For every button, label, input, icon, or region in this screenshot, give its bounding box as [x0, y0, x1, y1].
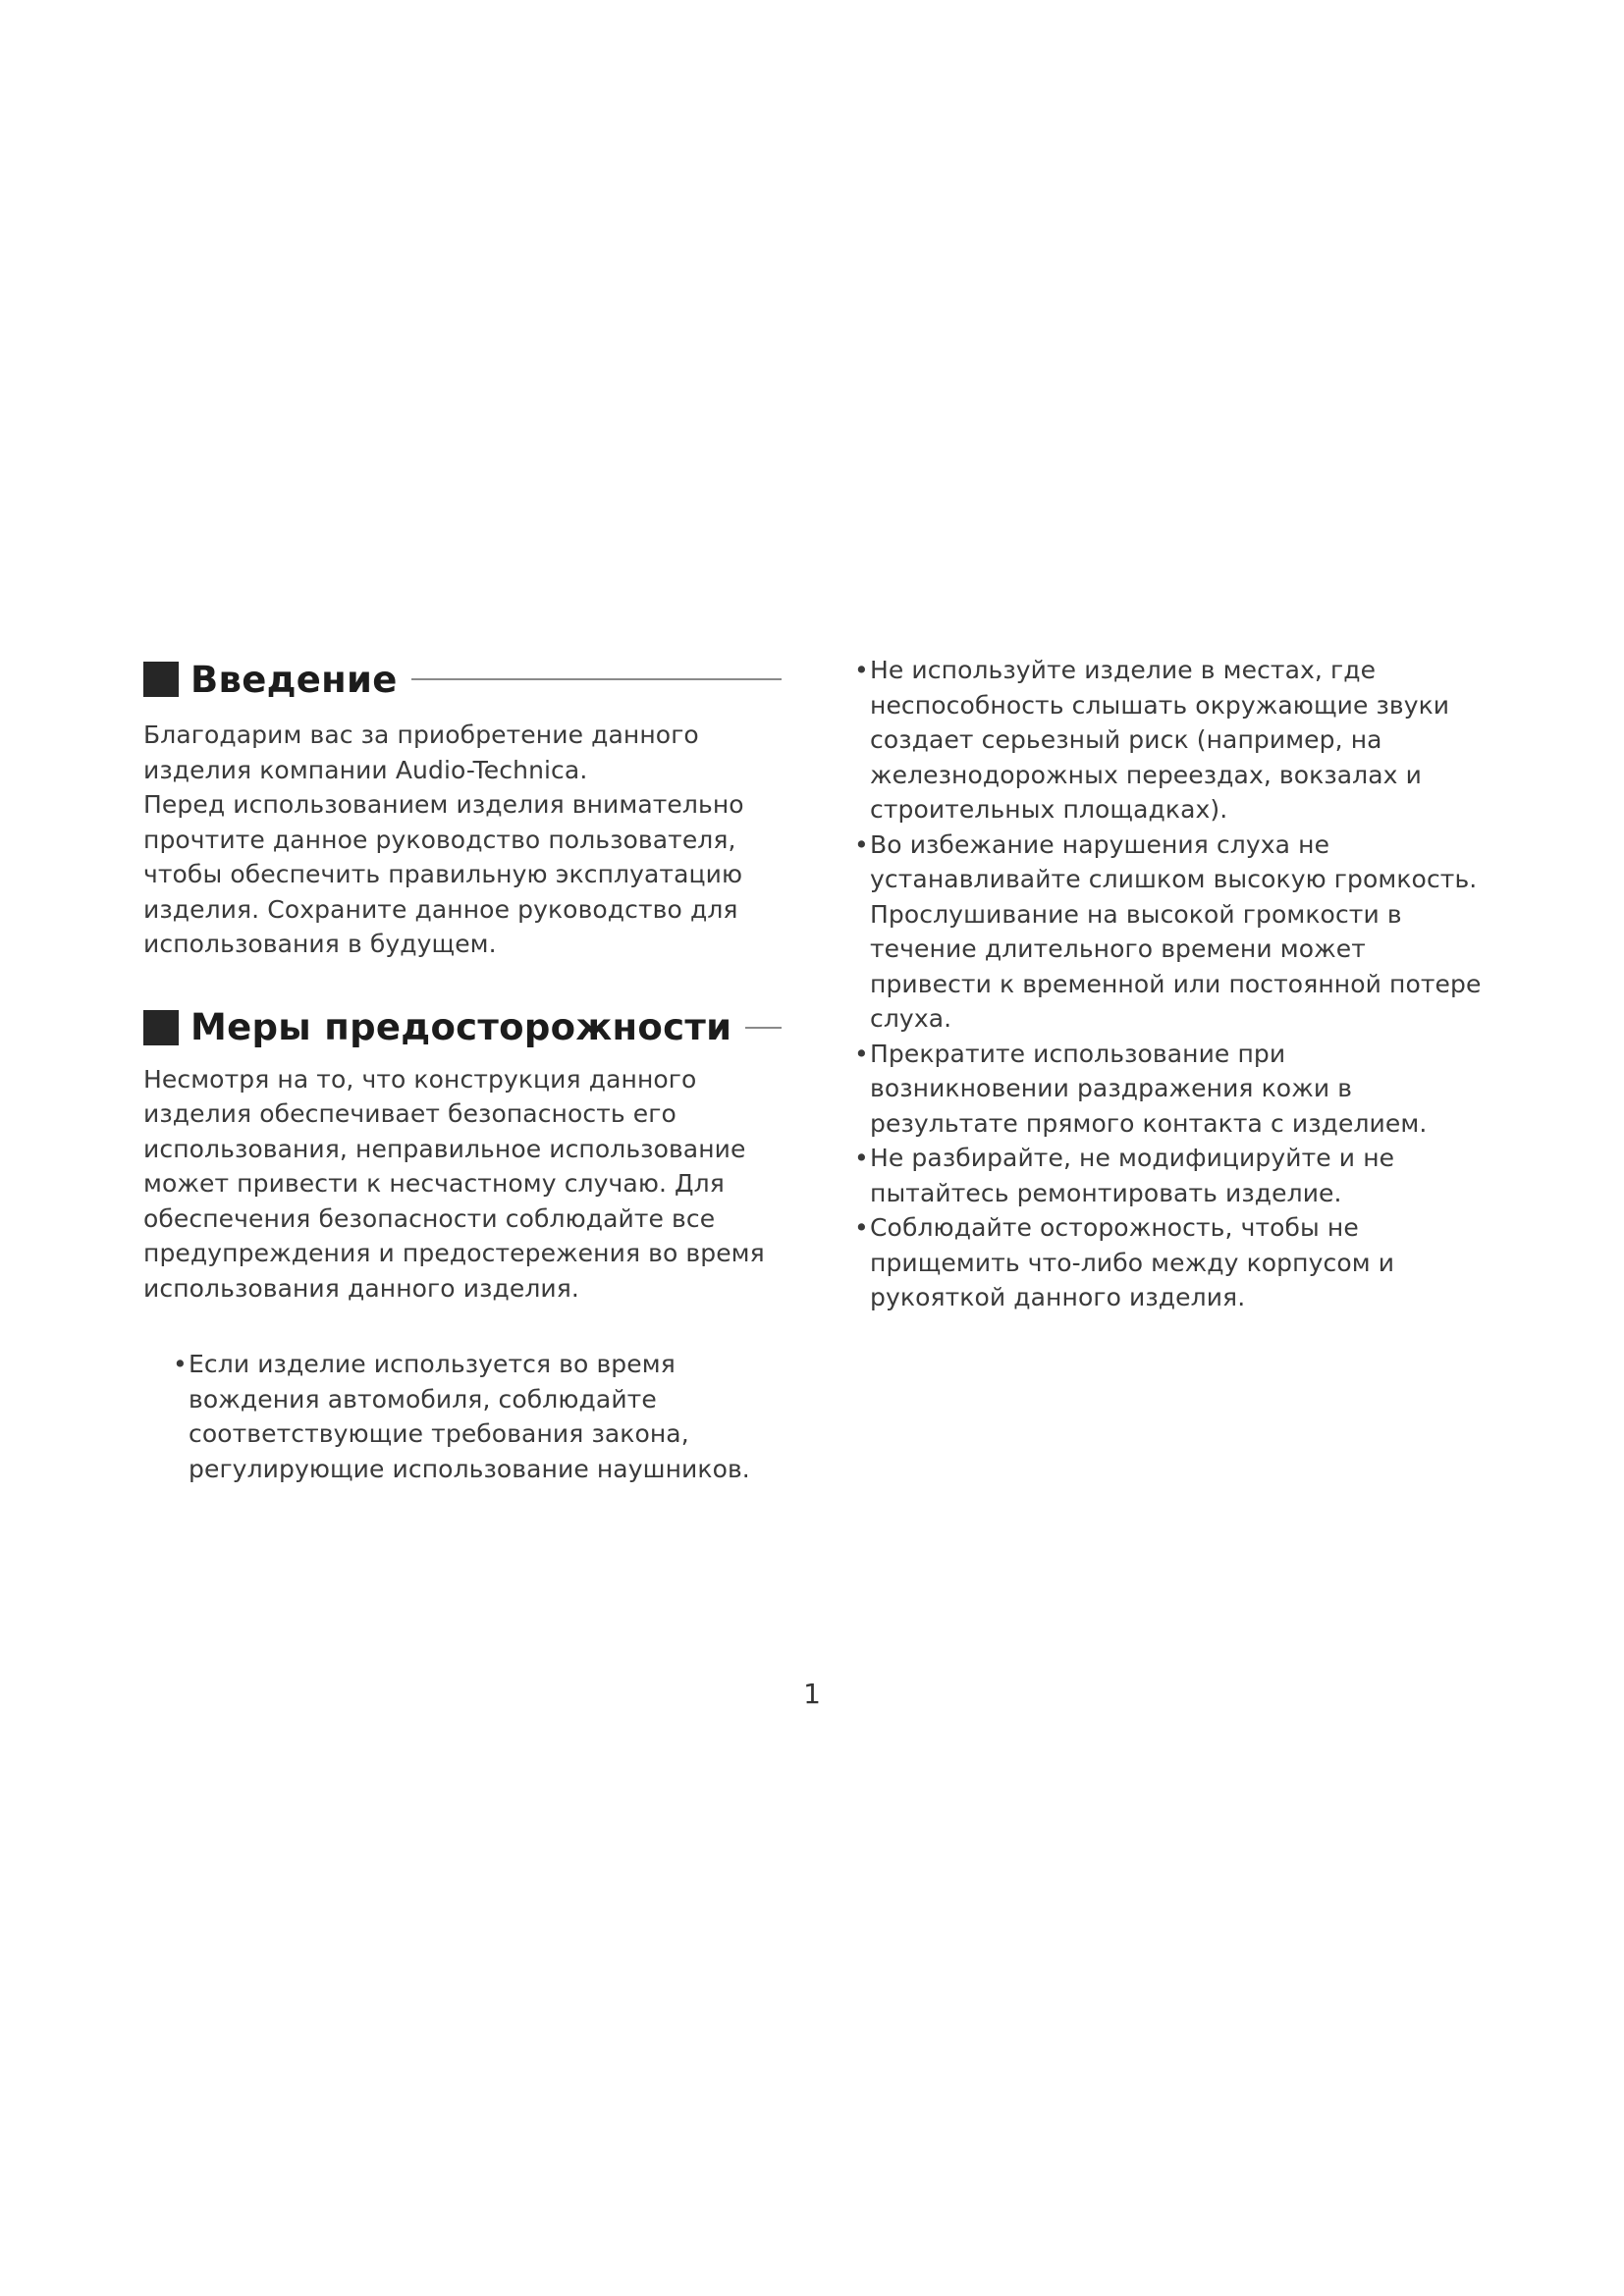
safety-bullets-right	[854, 653, 1483, 1315]
heading-square-icon	[143, 662, 179, 697]
safety-bullets-left	[173, 1347, 782, 1486]
bullet-icon: •	[854, 1213, 869, 1242]
bullet-text: Если изделие используется во время вождения автомобиля, соблюдайте соответствующие требования закона, регулирующие использование наушников.	[189, 1350, 750, 1483]
list-item	[854, 1210, 1483, 1315]
list-item	[854, 1141, 1483, 1210]
list-item	[854, 828, 1483, 1037]
bullet-text: Прекратите использование при возникновении раздражения кожи в результате прямого контакта с изделием.	[870, 1039, 1428, 1138]
safety-paragraph: Несмотря на то, что конструкция данного изделия обеспечивает безопасность его использования, неправильное использование может привести к несчастному случаю. Для обеспечения безопасности соблюдайте все предупреждения и предостережения во время использования данного изделия.	[143, 1064, 765, 1303]
intro-paragraph-2: Перед использованием изделия внимательно прочтите данное руководство пользователя, чтобы обеспечить правильную эксплуатацию изделия. Сохраните данное руководство для использования в будущем.	[143, 790, 744, 958]
heading-rule	[745, 1027, 782, 1029]
heading-square-icon	[143, 1010, 179, 1045]
left-column	[143, 653, 782, 1486]
bullet-icon: •	[854, 1039, 869, 1068]
intro-heading-text: Введение	[190, 658, 398, 701]
bullet-icon: •	[854, 1144, 869, 1172]
bullet-text: Соблюдайте осторожность, чтобы не прищемить что-либо между корпусом и рукояткой данного изделия.	[870, 1213, 1395, 1311]
safety-body	[143, 1062, 782, 1307]
list-item	[854, 1037, 1483, 1142]
right-column	[854, 653, 1483, 1315]
list-item	[173, 1347, 782, 1486]
page-number: 1	[803, 1678, 821, 1710]
intro-paragraph-1: Благодарим вас за приобретение данного изделия компании Audio-Technica.	[143, 721, 699, 784]
bullet-text: Не используйте изделие в местах, где неспособность слышать окружающие звуки создает серьезный риск (например, на железнодорожных переездах, вокзалах и строительных площадках).	[870, 656, 1450, 824]
bullet-icon: •	[854, 829, 869, 859]
intro-heading	[143, 653, 782, 706]
safety-heading	[143, 1001, 782, 1054]
heading-rule	[411, 678, 782, 680]
bullet-text: Не разбирайте, не модифицируйте и не пытайтесь ремонтировать изделие.	[870, 1144, 1395, 1207]
list-item	[854, 653, 1483, 828]
bullet-icon: •	[173, 1350, 188, 1378]
bullet-icon: •	[854, 656, 869, 684]
safety-heading-text: Меры предосторожности	[190, 1006, 732, 1048]
intro-body	[143, 718, 782, 962]
bullet-text: Во избежание нарушения слуха не устанавливайте слишком высокую громкость. Прослушивание на высокой громкости в течение длительного времени может привести к временной или постоянной потере слуха.	[870, 829, 1482, 1033]
